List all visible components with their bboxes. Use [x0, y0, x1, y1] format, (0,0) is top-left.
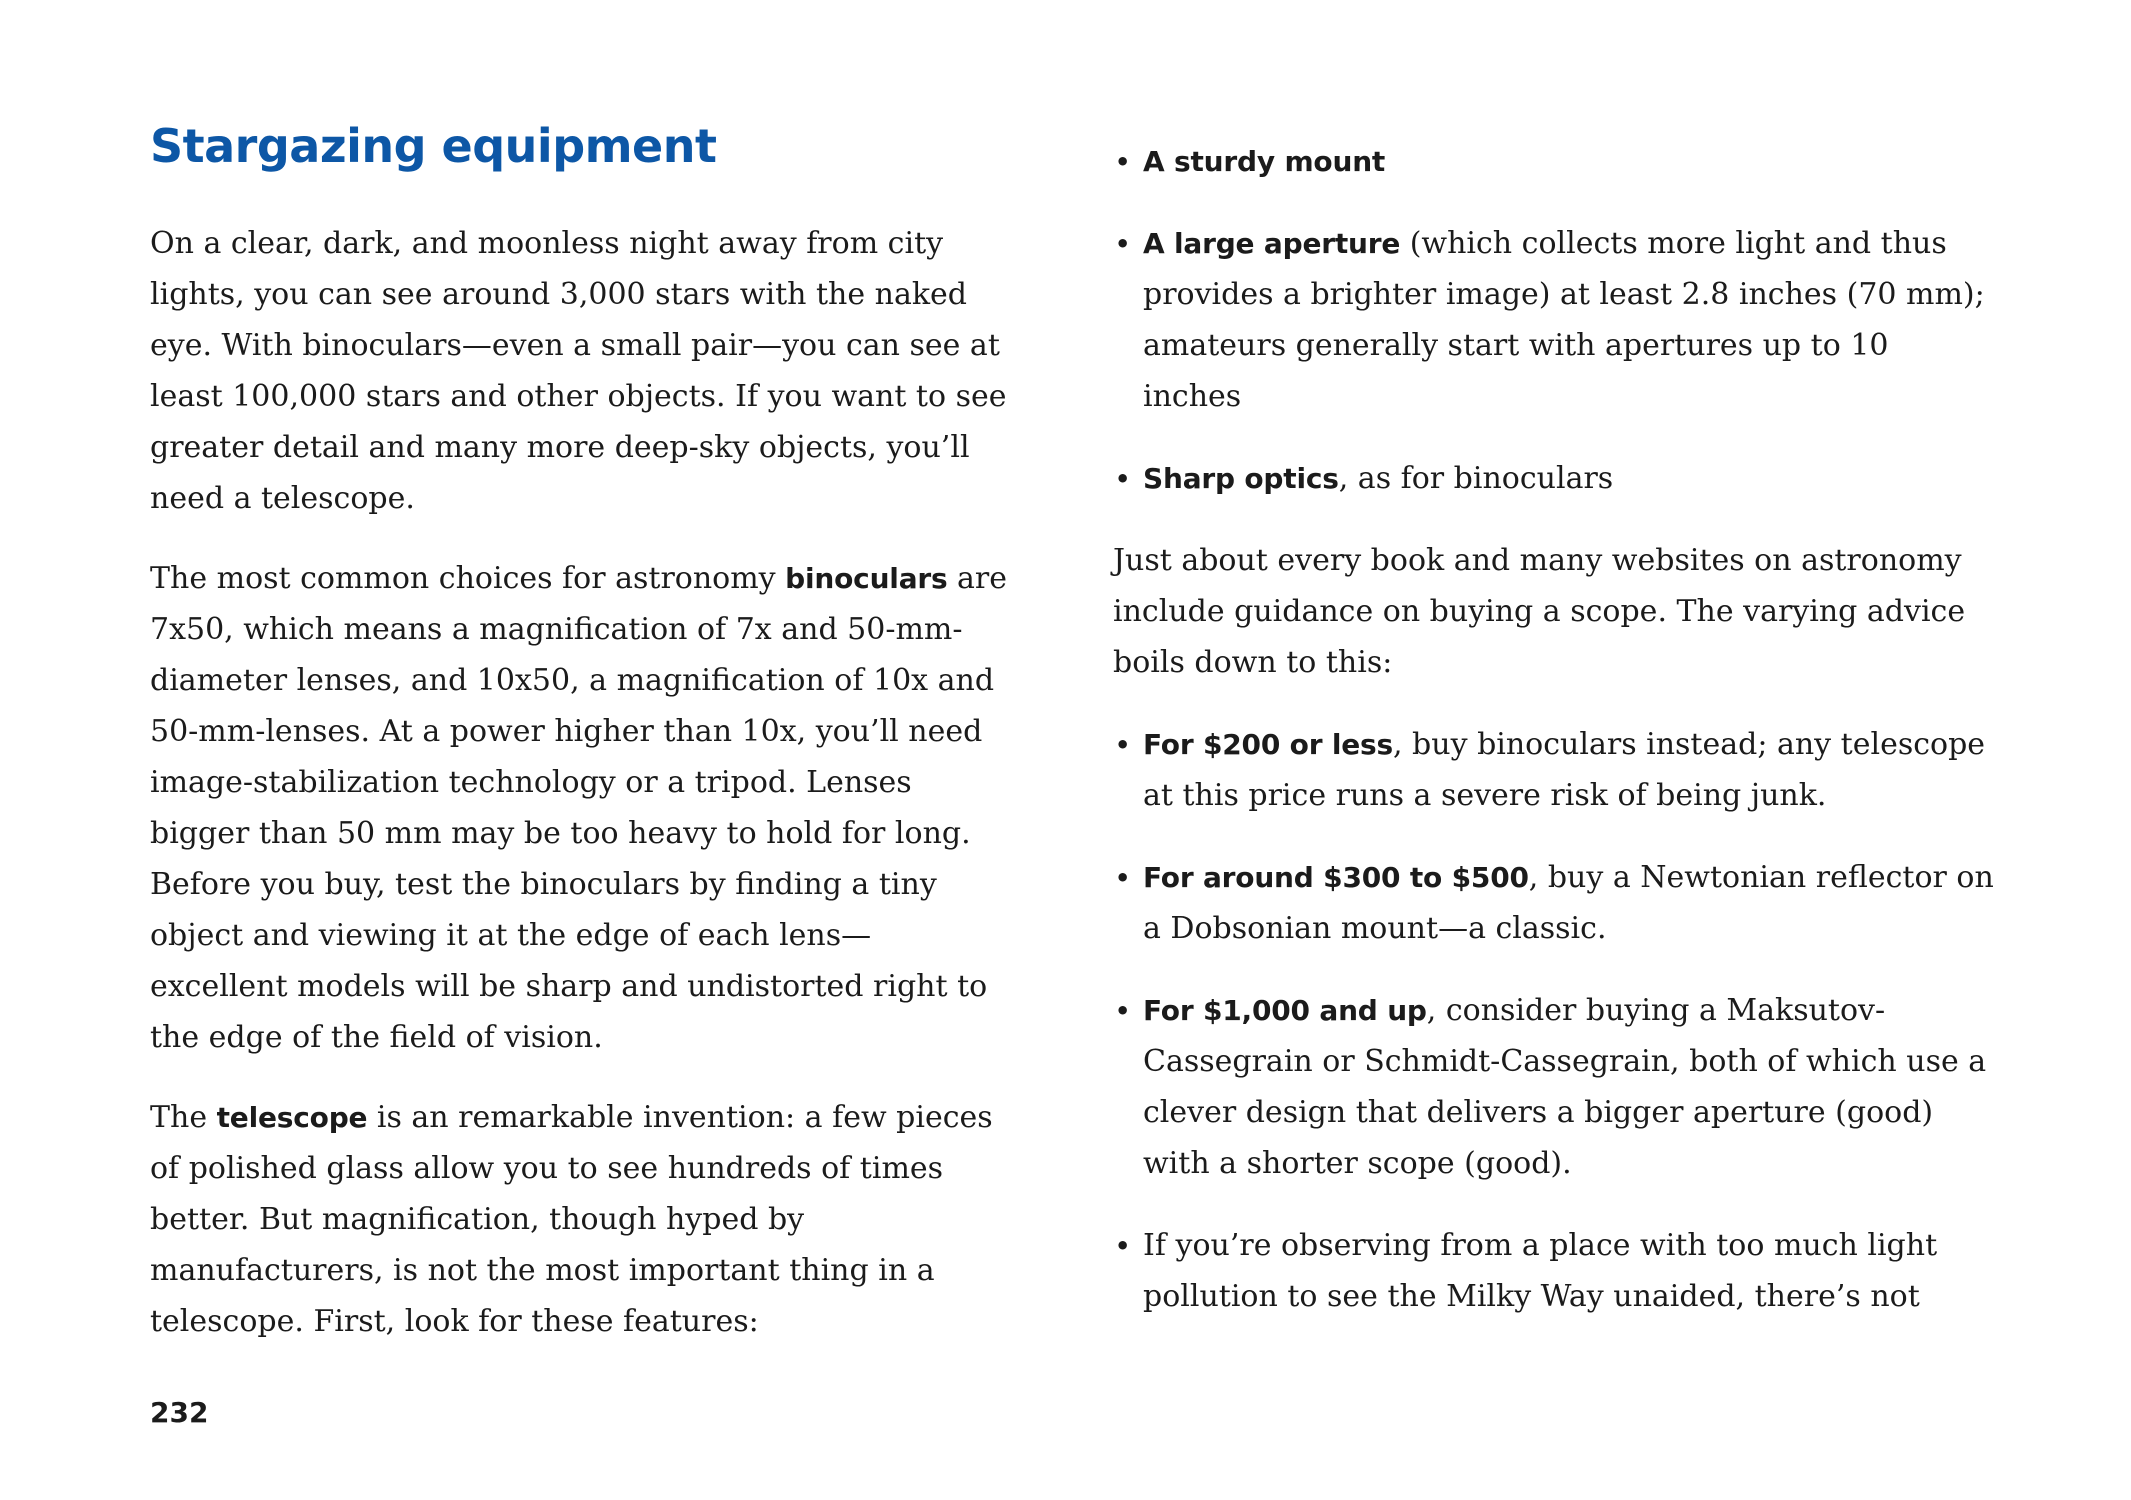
- bold-term: telescope: [216, 1101, 368, 1134]
- bullet-item: [1113, 218, 1995, 422]
- bullet-icon: •: [1115, 465, 1131, 493]
- text-run: , consider buying a Maksutov-Cassegrain or Schmidt-Cassegrain, both of which use a clever design that delivers a bigger aperture (good) with a shorter scope (good).: [1143, 993, 1987, 1181]
- bullet-item: [1113, 719, 1995, 821]
- bullet-icon: •: [1115, 148, 1131, 176]
- page-number: 232: [150, 1396, 209, 1429]
- bullet-item: [1113, 1220, 1995, 1322]
- bullet-text: [1143, 860, 1994, 946]
- bullet-item: [1113, 136, 1995, 187]
- bold-term: binoculars: [785, 562, 948, 595]
- bullet-text: [1143, 226, 1985, 414]
- bullet-icon: •: [1115, 997, 1131, 1025]
- paragraph: [150, 218, 1008, 524]
- text-run: is an remarkable invention: a few pieces of polished glass allow you to see hundreds of times better. But magnification, though hyped by manufacturers, is not the most important thing in a telescope. First, look for these features:: [150, 1100, 993, 1339]
- left-column: [150, 118, 1008, 1376]
- bullet-text: [1143, 1228, 1937, 1314]
- page-title: Stargazing equipment: [150, 119, 717, 173]
- bold-term: A large aperture: [1143, 227, 1401, 260]
- paragraph: [150, 1092, 1008, 1347]
- bullet-item: [1113, 453, 1995, 504]
- paragraph: [150, 553, 1008, 1063]
- right-column: [1113, 136, 1995, 1353]
- bullet-text: [1143, 144, 1385, 179]
- bold-term: A sturdy mount: [1143, 145, 1386, 178]
- bullet-icon: •: [1115, 864, 1131, 892]
- bullet-icon: •: [1115, 230, 1131, 258]
- text-run: The: [150, 1100, 217, 1135]
- text-run: (which collects more light and thus provides a brighter image) at least 2.8 inches (70 mm); amateurs generally start with apertures up to 10 inches: [1143, 226, 1985, 414]
- text-run: If you’re observing from a place with too much light pollution to see the Milky Way unaided, there’s not: [1143, 1228, 1938, 1314]
- bullet-text: [1143, 993, 1986, 1181]
- text-run: , buy a Newtonian reflector on a Dobsonian mount—a classic.: [1143, 860, 1994, 946]
- bullet-icon: •: [1115, 1232, 1131, 1260]
- bullet-item: [1113, 985, 1995, 1189]
- text-run: On a clear, dark, and moonless night away from city lights, you can see around 3,000 stars with the naked eye. With binoculars—even a small pair—you can see at least 100,000 stars and other objects. If you want to see greater detail and many more deep-sky objects, you’ll need a telescope.: [150, 226, 1007, 516]
- text-run: , as for binoculars: [1338, 461, 1614, 496]
- bold-term: For $1,000 and up: [1143, 994, 1427, 1027]
- text-run: Just about every book and many websites on astronomy include guidance on buying a scope. The varying advice boils down to this:: [1113, 543, 1966, 680]
- text-run: The most common choices for astronomy: [150, 561, 786, 596]
- bold-term: Sharp optics: [1143, 462, 1339, 495]
- paragraph: [1113, 535, 1995, 688]
- bold-term: For $200 or less: [1143, 728, 1393, 761]
- bullet-text: [1143, 727, 1985, 813]
- bullet-item: [1113, 852, 1995, 954]
- bullet-text: [1143, 461, 1613, 496]
- page-footer: [150, 1396, 208, 1429]
- text-run: are 7x50, which means a magnification of 7x and 50-mm-diameter lenses, and 10x50, a magnification of 10x and 50-mm-lenses. At a power higher than 10x, you’ll need image-stabilization technology or a tripod. Lenses bigger than 50 mm may be too heavy to hold for long. Before you buy, test the binoculars by finding a tiny object and viewing it at the edge of each lens—excellent models will be sharp and undistorted right to the edge of the field of vision.: [150, 561, 1007, 1055]
- bold-term: For around $300 to $500: [1143, 861, 1529, 894]
- left-column-paragraphs: [150, 218, 1008, 1347]
- text-run: , buy binoculars instead; any telescope at this price runs a severe risk of being junk.: [1143, 727, 1986, 813]
- bullet-icon: •: [1115, 731, 1131, 759]
- right-column-items: [1113, 136, 1995, 1322]
